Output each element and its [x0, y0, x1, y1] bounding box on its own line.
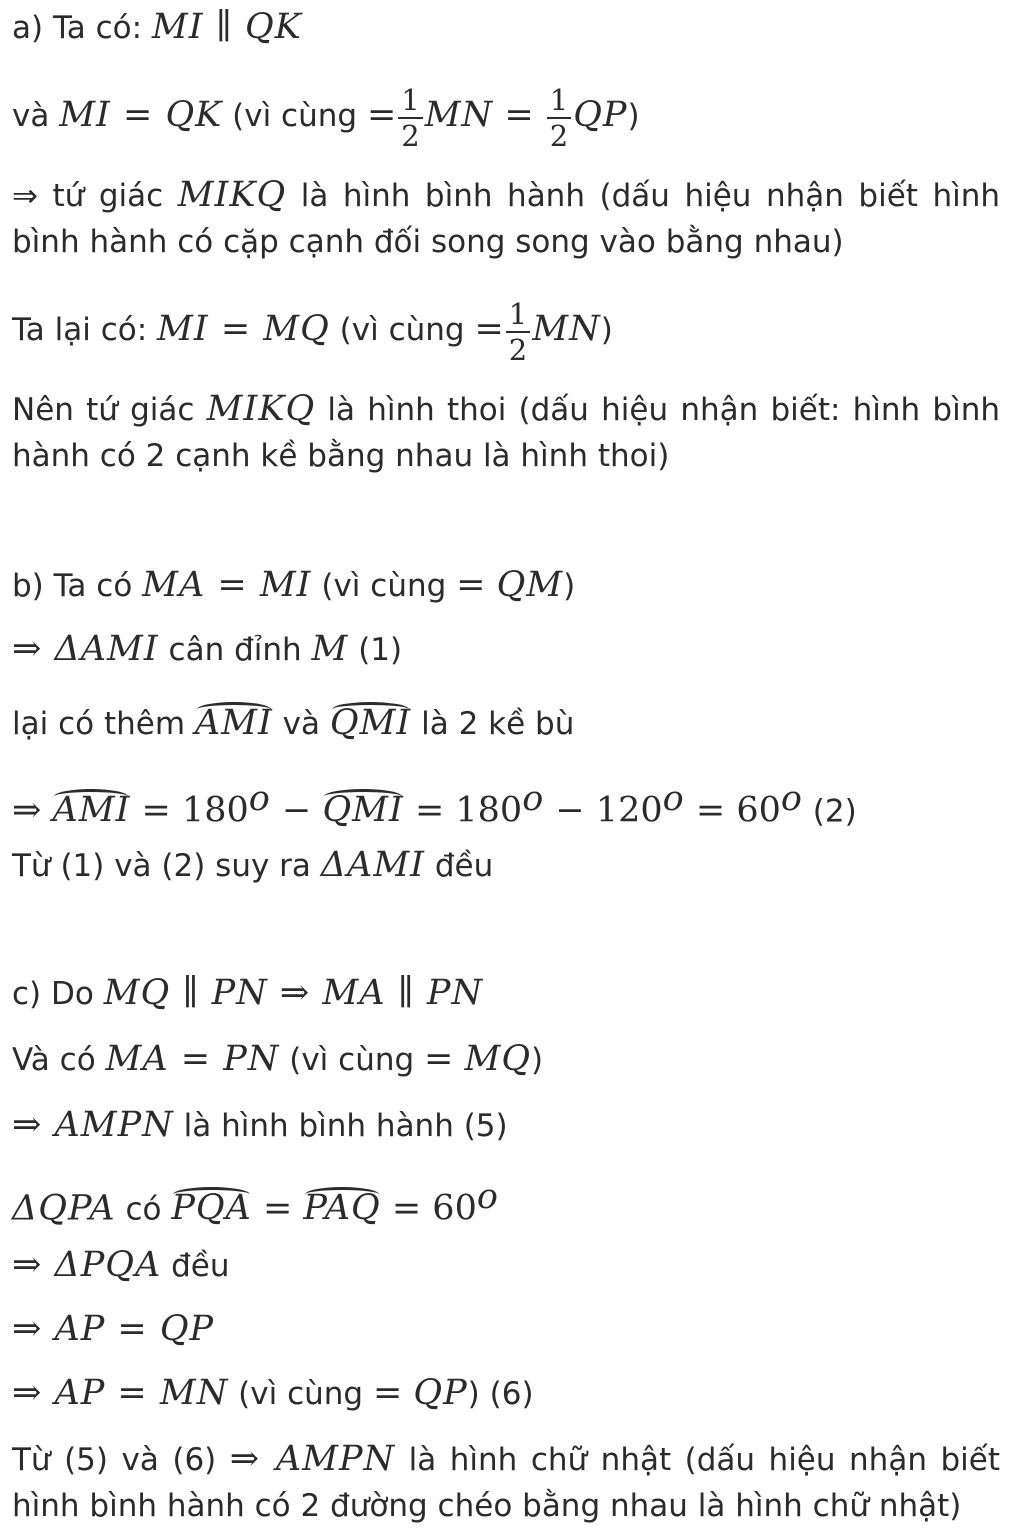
text: (vì cùng [329, 312, 475, 348]
text: ) [563, 568, 576, 604]
angle: QMI [322, 787, 403, 833]
math: MA = MI [142, 565, 312, 605]
text: ⇒ tứ giác [12, 178, 178, 214]
text: (vì cùng [311, 568, 457, 604]
part-a-line-4: Ta lại có: MI = MQ (vì cùng = $\frac{1}{2}$ MN) [12, 296, 613, 367]
math: ΔAMI [320, 845, 425, 885]
part-b-line-4: ⇒ AMI = $180^o$ − QMI = $180^o - 120^o = 60^o$ (2) [12, 776, 1000, 834]
part-c-line-5 [12, 1242, 1000, 1289]
part-c-line-7: ⇒ AP = MN (vì cùng = QP) (6) [12, 1373, 534, 1413]
text: là 2 kề bù [411, 706, 575, 742]
text: là hình chữ nhật (dấu hiệu nhận biết hình bình hành có 2 đường chéo bằng nhau là hình chữ nhật) [12, 1442, 1000, 1524]
part-c-line-6 [12, 1306, 1000, 1353]
part-b-line-2 [12, 626, 1000, 673]
math: ⇒ AMPN [229, 1439, 396, 1479]
text: lại có thêm [12, 706, 195, 742]
text: là hình bình hành (5) [173, 1108, 508, 1144]
math: MI ∥ QK [151, 7, 302, 47]
text: Nên tứ giác [12, 392, 207, 428]
part-c-line-4: ΔQPA có PQA = PAQ = $60^o$ [12, 1174, 1000, 1232]
text: (1) [348, 632, 403, 668]
text: là hình bình hành (dấu hiệu nhận biết hình bình hành có cặp cạnh đối song song vào bằng nhau) [12, 178, 1000, 260]
text: và [12, 98, 60, 134]
text: ) [600, 312, 613, 348]
math: MQ [464, 1039, 532, 1079]
text: đều [161, 1248, 230, 1284]
fraction: $\frac{1}{2}$ [506, 297, 530, 367]
angle: AMI [195, 700, 273, 746]
part-a-line-3 [12, 172, 1000, 265]
text: và [272, 706, 330, 742]
text: ) [627, 98, 640, 134]
text: có [115, 1191, 172, 1228]
part-b-line-5 [12, 842, 1000, 889]
text: Từ (1) và (2) suy ra [12, 848, 321, 884]
math: ⇒ [12, 790, 53, 831]
math: MN [424, 95, 494, 135]
text: ) [531, 1042, 544, 1078]
text: c) Do [12, 976, 104, 1012]
math: MA = PN [105, 1039, 280, 1079]
text: ) (6) [467, 1376, 534, 1412]
math: MIKQ [177, 175, 287, 215]
angle: AMI [52, 787, 130, 833]
text: (vì cùng [222, 98, 367, 134]
angle: PQA [171, 1185, 252, 1231]
text: (vì cùng [228, 1376, 373, 1412]
angle: QMI [330, 700, 411, 746]
fraction: $\frac{1}{2}$ [398, 83, 422, 153]
fraction: $\frac{1}{2}$ [547, 83, 571, 153]
text: cân đỉnh [158, 632, 312, 668]
part-c-line-1 [12, 970, 1000, 1017]
math: ⇒ AP = MN [12, 1373, 229, 1413]
math: ΔQPA [12, 1188, 116, 1229]
math: QP [413, 1373, 468, 1413]
text: Và có [12, 1042, 106, 1078]
angle: PAQ [303, 1185, 380, 1231]
math: QP [573, 95, 628, 135]
part-a-line-5 [12, 386, 1000, 479]
text: (vì cùng [279, 1042, 425, 1078]
math: MQ ∥ PN ⇒ MA ∥ PN [103, 973, 484, 1013]
math: MN [532, 309, 601, 349]
text: a) Ta có: [12, 10, 152, 46]
math: MI = MQ [157, 309, 330, 349]
math: MI = QK [59, 95, 223, 135]
part-b-line-1: b) Ta có MA = MI (vì cùng = QM) [12, 565, 576, 605]
math: QM [496, 565, 564, 605]
part-b-line-3 [12, 700, 1000, 747]
math: ⇒ AP = QP [12, 1309, 215, 1349]
text: (2) [802, 793, 857, 830]
text: b) Ta có [12, 568, 143, 604]
part-a-line-1 [12, 4, 1000, 51]
text: Từ (5) và (6) [12, 1442, 230, 1478]
part-c-line-8 [12, 1436, 1000, 1529]
part-c-line-3 [12, 1102, 1000, 1149]
text: Ta lại có: [12, 312, 158, 348]
text: là hình thoi (dấu hiệu nhận biết: hình bình hành có 2 cạnh kề bằng nhau là hình thoi) [12, 392, 1000, 474]
part-a-line-2: và MI = QK (vì cùng = $\frac{1}{2}$ MN = $\frac{1}{2}$ QP) [12, 82, 640, 153]
part-c-line-2: Và có MA = PN (vì cùng = MQ) [12, 1039, 544, 1079]
math: ⇒ ΔPQA [12, 1245, 162, 1285]
math: ⇒ ΔAMI [12, 629, 159, 669]
math: MIKQ [206, 389, 316, 429]
math: M [311, 629, 349, 669]
math: ⇒ AMPN [12, 1105, 174, 1145]
text: đều [424, 848, 494, 884]
